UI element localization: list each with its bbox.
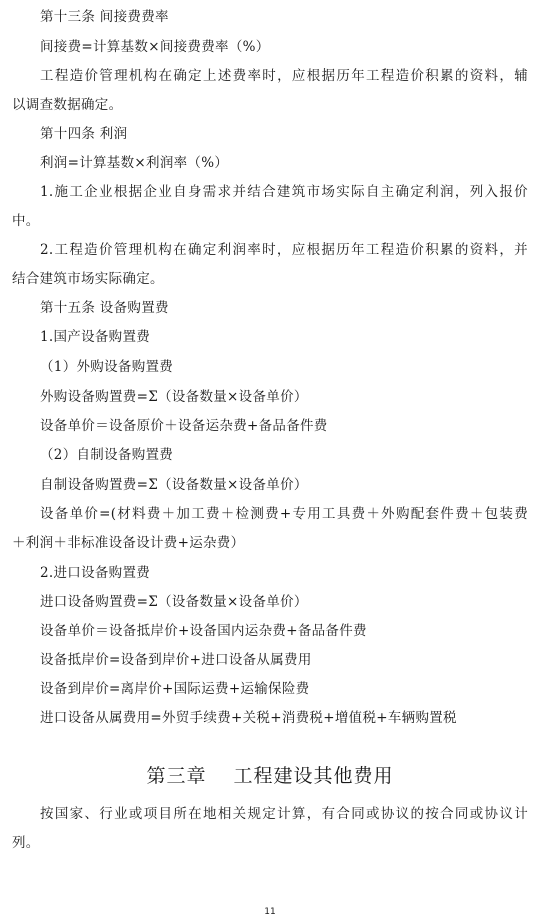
article-14-heading: 第十四条 利润	[40, 126, 128, 142]
formula-line: 设备抵岸价=设备到岸价+进口设备从属费用	[40, 652, 312, 668]
formula-line: 设备单价＝设备抵岸价+设备国内运杂费+备品备件费	[40, 623, 367, 639]
formula-line: ＋利润＋非标准设备设计费+运杂费）	[12, 535, 245, 551]
paragraph-line: 列。	[12, 835, 40, 851]
paragraph-line: 按国家、行业或项目所在地相关规定计算，有合同或协议的按合同或协议计	[40, 806, 528, 822]
chapter-title: 第三章 工程建设其他费用	[146, 765, 394, 787]
article-15-heading: 第十五条 设备购置费	[40, 300, 169, 316]
formula-profit: 利润=计算基数×利润率（%）	[40, 155, 229, 171]
article-13-heading: 第十三条 间接费费率	[40, 9, 169, 25]
section-heading: 1.国产设备购置费	[40, 329, 151, 345]
formula-line: 设备单价=(材料费＋加工费＋检测费+专用工具费＋外购配套件费＋包装费	[40, 506, 528, 522]
formula-line: 自制设备购置费=Σ（设备数量×设备单价）	[40, 477, 308, 493]
subsection-heading: （1）外购设备购置费	[40, 359, 174, 375]
formula-line: 外购设备购置费=Σ（设备数量×设备单价）	[40, 389, 308, 405]
paragraph-line: 2.工程造价管理机构在确定利润率时，应根据历年工程造价积累的资料，并	[40, 242, 528, 258]
section-heading: 2.进口设备购置费	[40, 565, 151, 581]
formula-line: 设备到岸价=离岸价+国际运费+运输保险费	[40, 681, 310, 697]
page-number: 11	[264, 907, 276, 917]
formula-line: 进口设备购置费=Σ（设备数量×设备单价）	[40, 594, 308, 610]
paragraph-line: 以调查数据确定。	[12, 97, 123, 113]
subsection-heading: （2）自制设备购置费	[40, 447, 174, 463]
paragraph-line: 中。	[12, 213, 40, 229]
formula-line: 进口设备从属费用=外贸手续费+关税+消费税+增值税+车辆购置税	[40, 710, 457, 726]
paragraph-line: 工程造价管理机构在确定上述费率时，应根据历年工程造价积累的资料，辅	[40, 68, 528, 84]
paragraph-line: 结合建筑市场实际确定。	[12, 271, 164, 287]
formula-line: 设备单价＝设备原价＋设备运杂费+备品备件费	[40, 418, 328, 434]
formula-indirect-cost: 间接费=计算基数×间接费费率（%）	[40, 39, 270, 55]
paragraph-line: 1.施工企业根据企业自身需求并结合建筑市场实际自主确定利润，列入报价	[40, 184, 528, 200]
